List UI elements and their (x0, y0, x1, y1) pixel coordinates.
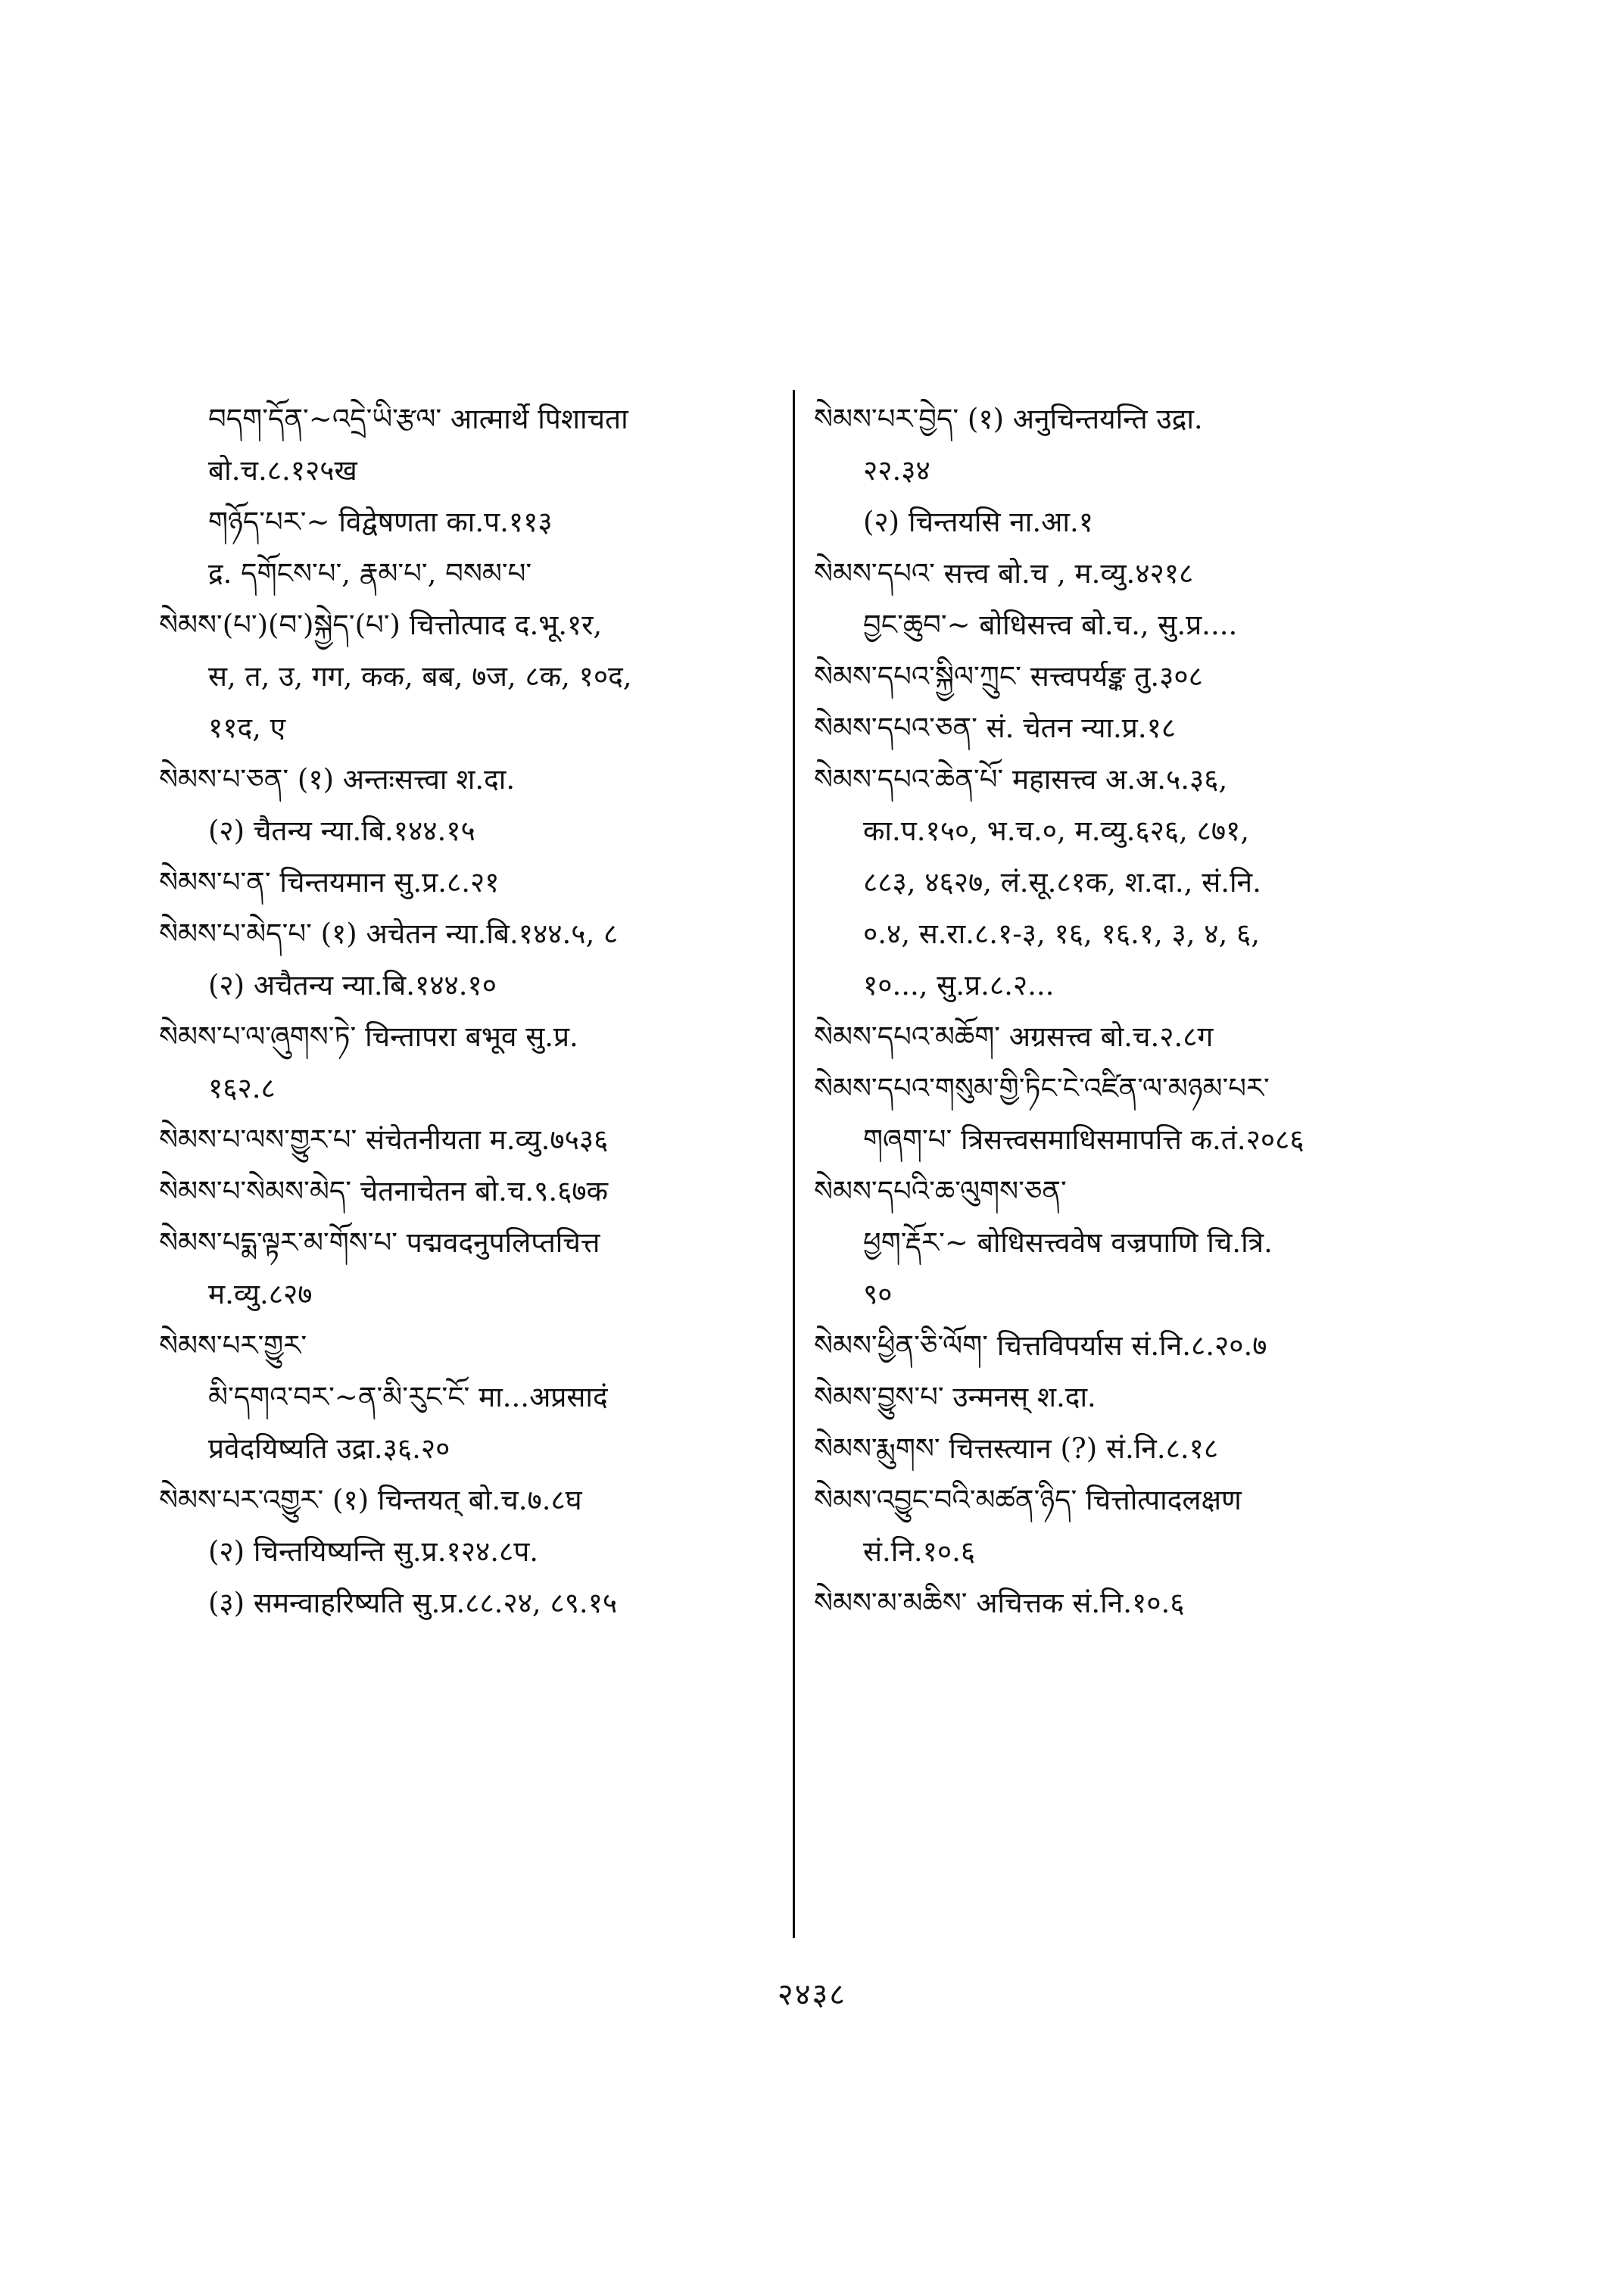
entry-continuation-line: ११द, ए (208, 712, 286, 744)
entry-headword-line: སེམས་པ་ཅན་ (१) अन्तःसत्त्वा श.दा. (159, 763, 516, 796)
entry-continuation-line: बो.च.८.१२५ख (208, 454, 357, 487)
entry-headword-line: སེམས་པ་ལས་གྱུར་པ་ संचेतनीयता म.व्यु.७५३६ (159, 1123, 609, 1156)
entry-continuation-line: ९० (863, 1278, 893, 1310)
entry-continuation-line: བདག་དོན་~འདྲེ་ཡི་རྩལ་ आत्मार्थे पिशाचता (208, 403, 628, 435)
entry-continuation-line: ཕྱག་རྡོར་~ बोधिसत्त्ववेष वज्रपाणि चि.त्रि. (863, 1226, 1273, 1259)
left-column (159, 394, 780, 1629)
page-number: २४३८ (777, 1977, 847, 2012)
entry-continuation-line: ८८३, ४६२७, लं.सू.८१क, श.दा., सं.नि. (863, 866, 1261, 899)
entry-headword-line: སེམས་(པ་)(བ་)སྐྱེད་(པ་) चित्तोत्पाद द.भू.१र, (159, 609, 603, 641)
entry-headword-line: སེམས་པ་མེད་པ་ (१) अचेतन न्या.बि.१४४.५, ८ (159, 918, 619, 950)
entry-continuation-line: १०..., सु.प्र.८.२... (863, 969, 1055, 1002)
entry-headword-line: སེམས་བྱུས་པ་ उन्मनस् श.दा. (814, 1381, 1096, 1413)
entry-continuation-line: द्र. དགོངས་པ་, རྣམ་པ་, བསམ་པ་ (208, 557, 532, 590)
entry-headword-line: སེམས་པར་གྱུར་ (159, 1329, 307, 1362)
entry-headword-line: སེམས་དཔའ་ཆེན་པོ་ महासत्त्व अ.अ.५.३६, (814, 763, 1228, 796)
entry-continuation-line: གཞག་པ་ त्रिसत्त्वसमाधिसमापत्ति क.तं.२०८६ (863, 1123, 1304, 1156)
entry-continuation-line: མི་དགའ་བར་~ན་མི་རུང་ངོ་ मा...अप्रसादं (208, 1381, 608, 1413)
entry-continuation-line: प्रवेदयिष्यति उद्रा.३६.२० (208, 1432, 450, 1465)
entry-headword-line: སེམས་དཔའ་སྐྱིལ་ཀྲུང་ सत्त्वपर्यङ्क तु.३०८ (814, 660, 1203, 693)
entry-headword-line: སེམས་དཔའ་ सत्त्व बो.च , म.व्यु.४२१८ (814, 557, 1194, 590)
entry-headword-line: སེམས་དཔའ་གསུམ་གྱི་ཏིང་ངེ་འཛིན་ལ་མཉམ་པར་ (814, 1072, 1270, 1104)
entry-headword-line: སེམས་འབྱུང་བའི་མཚན་ཉིད་ चित्तोत्पादलक्षण (814, 1484, 1242, 1516)
entry-continuation-line: ०.४, स.रा.८.१-३, १६, १६.१, ३, ४, ६, (863, 918, 1261, 950)
entry-headword-line: སེམས་རྨུགས་ चित्तस्त्यान (?) सं.नि.८.१८ (814, 1432, 1219, 1465)
entry-continuation-line: म.व्यु.८२७ (208, 1278, 313, 1310)
entry-headword-line: སེམས་པར་འགྱུར་ (१) चिन्तयत् बो.च.७.८घ (159, 1484, 582, 1516)
entry-headword-line: སེམས་པ་ན་ चिन्तयमान सु.प्र.८.२१ (159, 866, 500, 899)
entry-headword-line: སེམས་པ་སེམས་མེད་ चेतनाचेतन बो.च.९.६७क (159, 1175, 609, 1207)
entry-continuation-line: १६२.८ (208, 1072, 276, 1104)
entry-continuation-line: བྱང་ཆུབ་~ बोधिसत्त्व बो.च., सु.प्र.... (863, 609, 1238, 641)
entry-headword-line: སེམས་པ་ལ་ཞུགས་ཏེ་ चिन्तापरा बभूव सु.प्र. (159, 1020, 578, 1053)
entry-continuation-line: (२) चिन्तयसि ना.आ.१ (863, 506, 1093, 538)
entry-continuation-line: सं.नि.१०.६ (863, 1535, 976, 1568)
entry-headword-line: སེམས་པར་བྱེད་ (१) अनुचिन्तयन्ति उद्रा. (814, 403, 1203, 435)
entry-headword-line: སེམས་དཔའ་མཆོག་ अग्रसत्त्व बो.च.२.८ग (814, 1020, 1214, 1053)
entry-continuation-line: का.प.१५०, भ.च.०, म.व्यु.६२६, ८७१, (863, 815, 1250, 847)
right-column (814, 394, 1457, 1629)
entry-continuation-line: स, त, उ, गग, कक, बब, ७ज, ८क, १०द, (208, 660, 632, 693)
entry-headword-line: སེམས་པདྨ་ལྟར་མ་གོས་པ་ पद्मवदनुपलिप्तचित्त (159, 1226, 600, 1259)
column-divider (793, 390, 795, 1938)
entry-headword-line: སེམས་དཔའ་ཅན་ सं. चेतन न्या.प्र.१८ (814, 712, 1177, 744)
entry-continuation-line: (३) समन्वाहरिष्यति सु.प्र.८८.२४, ८९.१५ (208, 1587, 618, 1619)
entry-headword-line: སེམས་མ་མཆིས་ अचित्तक सं.नि.१०.६ (814, 1587, 1185, 1619)
entry-continuation-line: (२) चैतन्य न्या.बि.१४४.१५ (208, 815, 475, 847)
entry-continuation-line: (२) अचैतन्य न्या.बि.१४४.१० (208, 969, 497, 1002)
entry-headword-line: སེམས་དཔའི་ཆ་ལུགས་ཅན་ (814, 1175, 1067, 1207)
entry-continuation-line: གཉོད་པར་~ विद्वेषणता का.प.११३ (208, 506, 553, 538)
entry-continuation-line: (२) चिन्तयिष्यन्ति सु.प्र.१२४.८प. (208, 1535, 538, 1568)
entry-continuation-line: २२.३४ (863, 454, 930, 487)
entry-headword-line: སེམས་ཕྱིན་ཅི་ལོག་ चित्तविपर्यास सं.नि.८.२०.७ (814, 1329, 1267, 1362)
